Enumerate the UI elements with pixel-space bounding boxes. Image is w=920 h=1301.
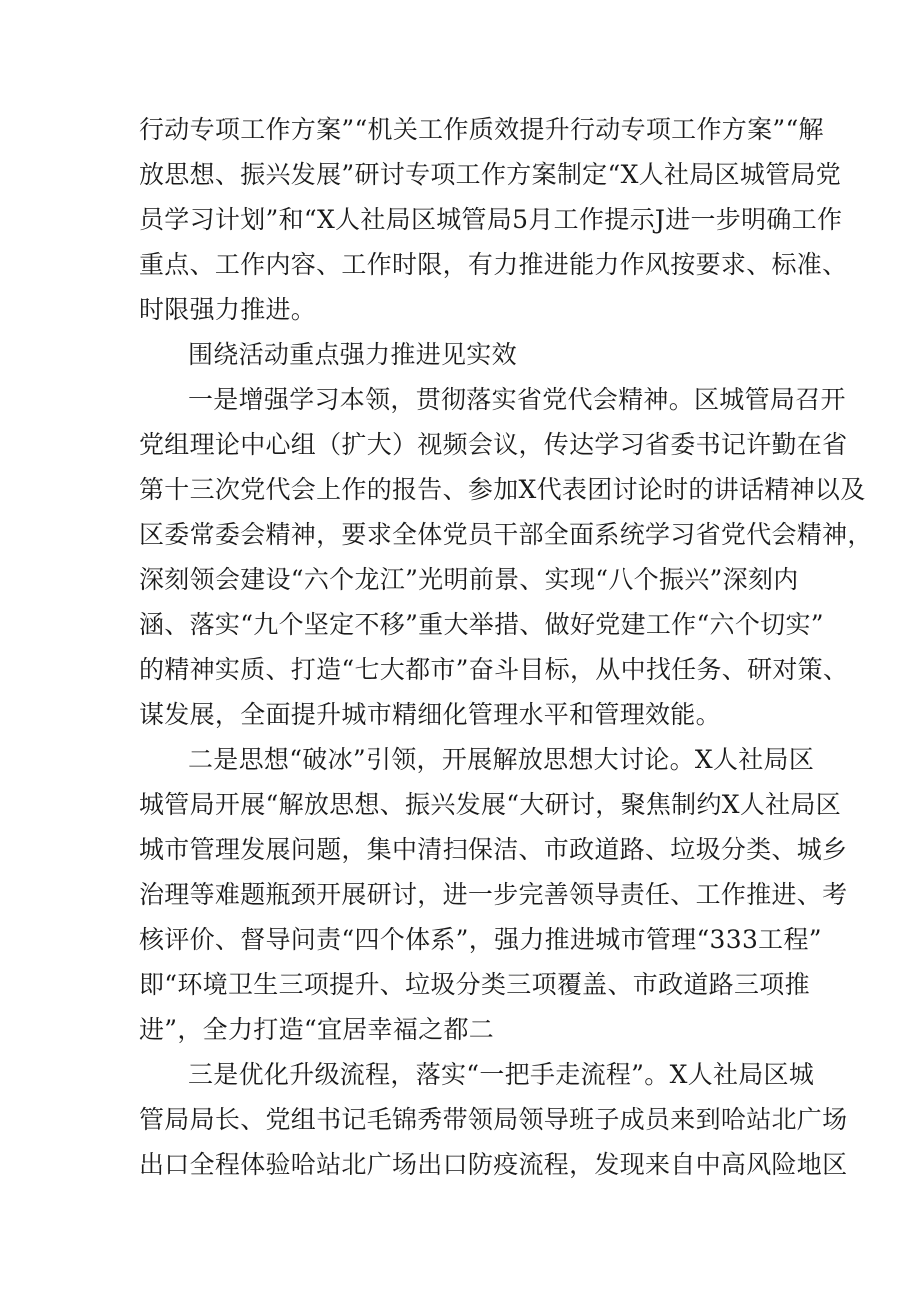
- text-line: 城市管理发展问题，集中清扫保洁、市政道路、垃圾分类、城乡: [139, 835, 848, 864]
- text-line: 治理等难题瓶颈开展研讨，进一步完善领导责任、工作推进、考: [139, 880, 848, 909]
- text-line: 谋发展，全面提升城市精细化管理水平和管理效能。: [139, 700, 721, 729]
- paragraph-first-line: 二是思想“破冰”引领，开展解放思想大讨论。X人社局区: [188, 745, 815, 774]
- paragraph-first-line: 三是优化升级流程，落实“一把手走流程”。X人社局区城: [188, 1060, 815, 1089]
- text-line: 核评价、督导问责“四个体系”，强力推进城市管理“333工程”: [139, 925, 822, 954]
- text-line: 员学习计划”和“X人社局区城管局5月工作提示J进一步明确工作: [139, 205, 843, 234]
- text-line: 区委常委会精神，要求全体党员干部全面系统学习省党代会精神，: [139, 520, 873, 549]
- text-line: 的精神实质、打造“七大都市”奋斗目标，从中找任务、研对策、: [139, 655, 849, 684]
- text-line: 即“环境卫生三项提升、垃圾分类三项覆盖、市政道路三项推: [139, 970, 810, 999]
- text-line: 涵、落实“九个坚定不移”重大举措、做好党建工作“六个切实”: [139, 610, 824, 639]
- paragraph-first-line: 一是增强学习本领，贯彻落实省党代会精神。区城管局召开: [188, 385, 846, 414]
- text-line: 党组理论中心组（扩大）视频会议，传达学习省委书记许勤在省: [139, 430, 848, 459]
- text-line: 第十三次党代会上作的报告、参加X代表团讨论时的讲话精神以及: [139, 475, 866, 504]
- text-line: 深刻领会建设“六个龙江”光明前景、实现“八个振兴”深刻内: [139, 565, 799, 594]
- text-line: 时限强力推进。: [139, 295, 317, 324]
- text-line: 管局局长、党组书记毛锦秀带领局领导班子成员来到哈站北广场: [139, 1105, 848, 1134]
- text-line: 进”，全力打造“宜居幸福之都二: [139, 1015, 495, 1044]
- text-line: 放思想、振兴发展”研讨专项工作方案制定“X人社局区城管局党: [139, 160, 842, 189]
- text-line: 行动专项工作方案”“机关工作质效提升行动专项工作方案”“解: [139, 115, 824, 144]
- text-line: 城管局开展“解放思想、振兴发展“大研讨，聚焦制约X人社局区: [139, 790, 842, 819]
- text-line: 重点、工作内容、工作时限，有力推进能力作风按要求、标准、: [139, 250, 848, 279]
- section-heading: 围绕活动重点强力推进见实效: [188, 340, 517, 369]
- text-line: 出口全程体验哈站北广场出口防疫流程，发现来自中高风险地区: [139, 1150, 848, 1179]
